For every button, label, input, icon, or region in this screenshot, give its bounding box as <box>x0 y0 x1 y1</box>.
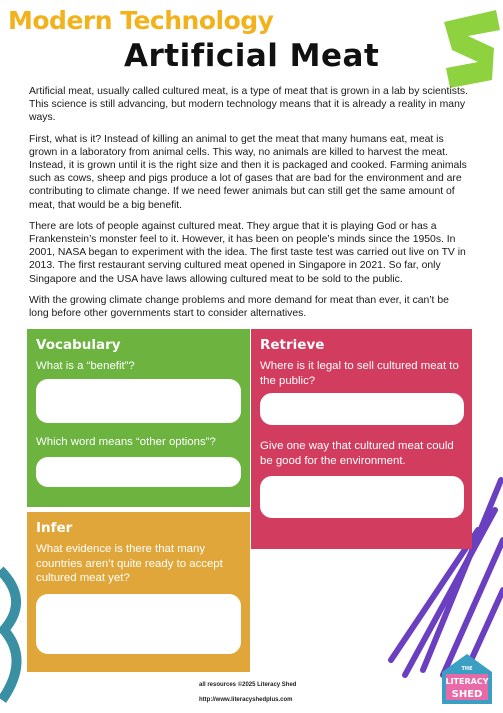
footer-copyright: all resources ©2025 Literacy Shed <box>199 682 297 688</box>
retrieve-title: Retrieve <box>260 337 325 353</box>
paragraph: With the growing climate change problems and more demand for meat than ever, it can’t be long before other governments start to consider alternatives. <box>29 294 449 320</box>
logo-the: THE <box>461 666 473 672</box>
paragraph: Artificial meat, usually called cultured meat, is a type of meat that is grown in a lab by scientists. This science is still advancing, but modern technology means that it is already a reality in many ways. <box>29 86 468 124</box>
vocabulary-answer-box-2[interactable] <box>36 457 241 487</box>
retrieve-answer-box-1[interactable] <box>260 393 464 425</box>
vocabulary-card <box>27 329 250 507</box>
retrieve-answer-box-2[interactable] <box>260 476 464 518</box>
paragraph: There are lots of people against cultured meat. They argue that it is playing God or has a Frankenstein’s monster feel to it. However, it has been on people’s minds since the 1950s. In 2001, NASA began to experiment with the idea. The first taste test was carried out live on TV in 2013. The first restaurant serving cultured meat opened in Singapore in 2021. So far, only Singapore and the USA have laws allowing cultured meat to be sold to the public. <box>29 220 466 285</box>
retrieve-question-2: Give one way that cultured meat could be good for the environment. <box>260 440 454 467</box>
logo-shed: SHED <box>451 689 483 700</box>
topic-heading: Modern Technology <box>8 6 274 35</box>
page-title: Artificial Meat <box>124 38 380 74</box>
paragraph: First, what is it? Instead of killing an animal to get the meat that many humans eat, meat is grown in a laboratory from animal cells. This way, no animals are killed to harvest the meat. Instead, it is grown until it is the right size and then it is packaged and cooked. Farming animals such as cows, sheep and pigs produce a lot of gases that are bad for the environment and are contributing to climate change. If we need fewer animals but can still get the same amount of meat, that would be a big benefit. <box>29 133 467 211</box>
logo-literacy: LITERACY <box>445 677 489 686</box>
infer-card <box>27 512 250 672</box>
infer-answer-box-1[interactable] <box>36 594 241 654</box>
vocabulary-question-1: What is a “benefit”? <box>36 360 135 372</box>
retrieve-card <box>251 329 472 549</box>
vocabulary-title: Vocabulary <box>36 337 121 353</box>
literacy-shed-logo <box>436 648 498 710</box>
vocabulary-answer-box-1[interactable] <box>36 379 241 423</box>
vocabulary-question-2: Which word means “other options”? <box>36 435 216 448</box>
green-s-decoration <box>434 0 503 92</box>
footer-url: http://www.literacyshedplus.com <box>199 697 293 703</box>
article-body <box>29 85 469 328</box>
infer-title: Infer <box>36 520 73 536</box>
infer-question-1: What evidence is there that many countries aren’t quite ready to accept cultured meat yet? <box>36 543 223 585</box>
retrieve-question-1: Where is it legal to sell cultured meat to the public? <box>260 360 459 387</box>
